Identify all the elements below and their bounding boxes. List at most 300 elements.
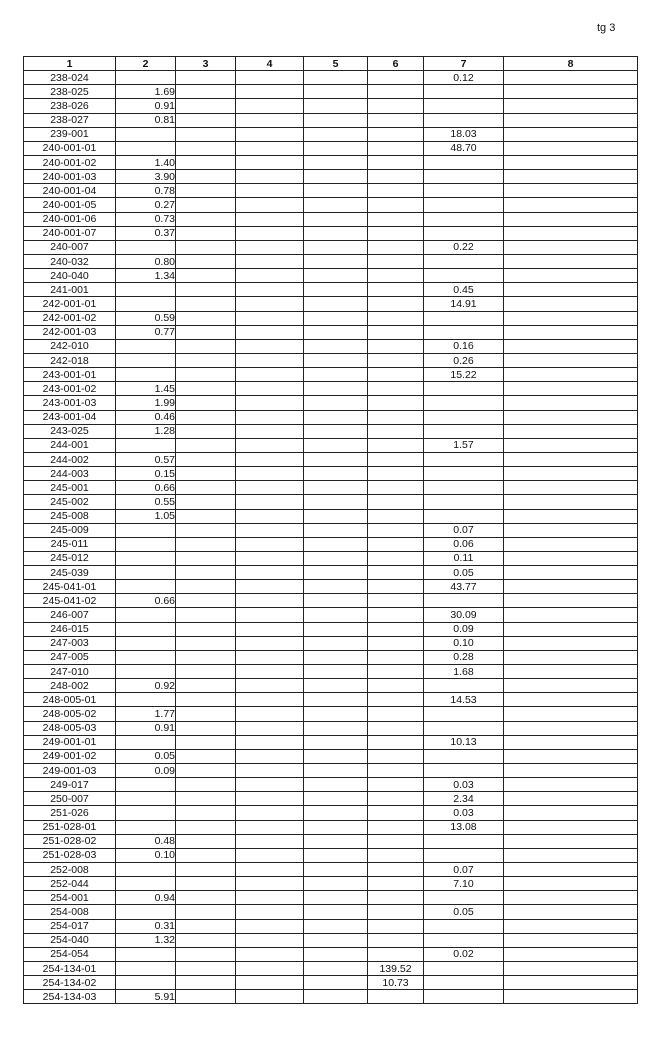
column-header: 1 bbox=[24, 57, 116, 71]
cell-code: 240-001-04 bbox=[24, 184, 116, 198]
cell-col-8 bbox=[504, 353, 638, 367]
cell-col-4 bbox=[236, 608, 304, 622]
cell-col-7: 15.22 bbox=[424, 368, 504, 382]
cell-col-7 bbox=[424, 410, 504, 424]
cell-col-7 bbox=[424, 721, 504, 735]
table-row bbox=[24, 212, 638, 226]
cell-col-2: 0.48 bbox=[116, 834, 176, 848]
cell-col-4 bbox=[236, 693, 304, 707]
table-row bbox=[24, 297, 638, 311]
cell-col-5 bbox=[304, 933, 368, 947]
cell-col-4 bbox=[236, 226, 304, 240]
cell-col-3 bbox=[176, 226, 236, 240]
cell-col-4 bbox=[236, 707, 304, 721]
cell-col-2 bbox=[116, 877, 176, 891]
cell-col-8 bbox=[504, 523, 638, 537]
cell-col-7 bbox=[424, 424, 504, 438]
cell-col-4 bbox=[236, 976, 304, 990]
cell-col-4 bbox=[236, 523, 304, 537]
cell-col-7: 30.09 bbox=[424, 608, 504, 622]
cell-col-3 bbox=[176, 806, 236, 820]
cell-col-4 bbox=[236, 863, 304, 877]
cell-col-6 bbox=[368, 863, 424, 877]
cell-code: 243-001-03 bbox=[24, 396, 116, 410]
table-row bbox=[24, 990, 638, 1004]
cell-code: 254-040 bbox=[24, 933, 116, 947]
cell-col-3 bbox=[176, 198, 236, 212]
cell-col-5 bbox=[304, 325, 368, 339]
cell-col-4 bbox=[236, 353, 304, 367]
table-row bbox=[24, 311, 638, 325]
cell-col-3 bbox=[176, 693, 236, 707]
cell-col-8 bbox=[504, 551, 638, 565]
cell-col-8 bbox=[504, 580, 638, 594]
cell-col-8 bbox=[504, 919, 638, 933]
cell-code: 243-001-02 bbox=[24, 382, 116, 396]
table-row bbox=[24, 877, 638, 891]
cell-col-3 bbox=[176, 99, 236, 113]
cell-code: 251-026 bbox=[24, 806, 116, 820]
table-row bbox=[24, 269, 638, 283]
cell-col-5 bbox=[304, 495, 368, 509]
cell-col-2 bbox=[116, 240, 176, 254]
cell-code: 252-044 bbox=[24, 877, 116, 891]
cell-col-7 bbox=[424, 594, 504, 608]
cell-col-3 bbox=[176, 990, 236, 1004]
cell-col-3 bbox=[176, 947, 236, 961]
cell-col-6 bbox=[368, 226, 424, 240]
table-row bbox=[24, 778, 638, 792]
cell-col-2: 1.40 bbox=[116, 155, 176, 169]
cell-col-6 bbox=[368, 198, 424, 212]
cell-col-5 bbox=[304, 254, 368, 268]
cell-col-7 bbox=[424, 198, 504, 212]
cell-col-4 bbox=[236, 990, 304, 1004]
cell-col-8 bbox=[504, 396, 638, 410]
cell-col-5 bbox=[304, 396, 368, 410]
cell-col-5 bbox=[304, 339, 368, 353]
cell-col-5 bbox=[304, 537, 368, 551]
cell-col-7: 0.09 bbox=[424, 622, 504, 636]
cell-code: 254-054 bbox=[24, 947, 116, 961]
cell-col-7: 0.07 bbox=[424, 523, 504, 537]
table-row bbox=[24, 594, 638, 608]
cell-col-5 bbox=[304, 891, 368, 905]
cell-col-6 bbox=[368, 127, 424, 141]
cell-col-5 bbox=[304, 240, 368, 254]
cell-code: 248-005-01 bbox=[24, 693, 116, 707]
cell-col-2 bbox=[116, 976, 176, 990]
cell-col-8 bbox=[504, 481, 638, 495]
cell-col-3 bbox=[176, 481, 236, 495]
cell-col-6 bbox=[368, 382, 424, 396]
cell-col-5 bbox=[304, 594, 368, 608]
cell-col-7: 1.68 bbox=[424, 665, 504, 679]
table-row bbox=[24, 85, 638, 99]
cell-col-5 bbox=[304, 212, 368, 226]
cell-col-4 bbox=[236, 495, 304, 509]
cell-col-3 bbox=[176, 254, 236, 268]
cell-col-5 bbox=[304, 71, 368, 85]
cell-col-5 bbox=[304, 792, 368, 806]
cell-col-8 bbox=[504, 820, 638, 834]
cell-col-5 bbox=[304, 834, 368, 848]
cell-col-2: 0.15 bbox=[116, 467, 176, 481]
cell-col-5 bbox=[304, 905, 368, 919]
cell-code: 249-017 bbox=[24, 778, 116, 792]
cell-code: 245-041-02 bbox=[24, 594, 116, 608]
cell-col-4 bbox=[236, 919, 304, 933]
cell-col-8 bbox=[504, 792, 638, 806]
cell-col-7 bbox=[424, 481, 504, 495]
cell-col-7: 2.34 bbox=[424, 792, 504, 806]
cell-col-6 bbox=[368, 891, 424, 905]
cell-col-5 bbox=[304, 226, 368, 240]
cell-col-4 bbox=[236, 947, 304, 961]
cell-col-6 bbox=[368, 608, 424, 622]
cell-col-6 bbox=[368, 339, 424, 353]
cell-col-5 bbox=[304, 877, 368, 891]
cell-col-4 bbox=[236, 452, 304, 466]
cell-col-3 bbox=[176, 792, 236, 806]
cell-code: 245-041-01 bbox=[24, 580, 116, 594]
cell-col-4 bbox=[236, 636, 304, 650]
table-row bbox=[24, 834, 638, 848]
table-row bbox=[24, 509, 638, 523]
cell-col-5 bbox=[304, 297, 368, 311]
cell-col-3 bbox=[176, 71, 236, 85]
table-row bbox=[24, 919, 638, 933]
cell-col-8 bbox=[504, 566, 638, 580]
cell-code: 240-007 bbox=[24, 240, 116, 254]
cell-col-2: 1.77 bbox=[116, 707, 176, 721]
cell-col-7 bbox=[424, 919, 504, 933]
table-row bbox=[24, 170, 638, 184]
cell-code: 239-001 bbox=[24, 127, 116, 141]
table-row bbox=[24, 410, 638, 424]
cell-col-8 bbox=[504, 806, 638, 820]
cell-col-6 bbox=[368, 679, 424, 693]
cell-col-2: 0.66 bbox=[116, 481, 176, 495]
cell-col-7: 0.28 bbox=[424, 650, 504, 664]
cell-col-7: 7.10 bbox=[424, 877, 504, 891]
cell-col-8 bbox=[504, 947, 638, 961]
cell-col-3 bbox=[176, 580, 236, 594]
cell-col-3 bbox=[176, 170, 236, 184]
cell-col-3 bbox=[176, 297, 236, 311]
cell-col-2: 5.91 bbox=[116, 990, 176, 1004]
cell-col-6 bbox=[368, 665, 424, 679]
table-row bbox=[24, 665, 638, 679]
cell-col-6 bbox=[368, 240, 424, 254]
cell-col-2 bbox=[116, 353, 176, 367]
cell-col-6 bbox=[368, 184, 424, 198]
cell-col-2: 0.10 bbox=[116, 848, 176, 862]
cell-col-3 bbox=[176, 551, 236, 565]
table-row bbox=[24, 806, 638, 820]
cell-col-2: 3.90 bbox=[116, 170, 176, 184]
cell-col-3 bbox=[176, 877, 236, 891]
cell-code: 244-003 bbox=[24, 467, 116, 481]
cell-col-8 bbox=[504, 679, 638, 693]
cell-col-3 bbox=[176, 566, 236, 580]
cell-col-8 bbox=[504, 933, 638, 947]
cell-col-6 bbox=[368, 170, 424, 184]
cell-col-4 bbox=[236, 184, 304, 198]
cell-col-6 bbox=[368, 325, 424, 339]
cell-code: 245-011 bbox=[24, 537, 116, 551]
cell-col-5 bbox=[304, 707, 368, 721]
cell-col-6 bbox=[368, 551, 424, 565]
cell-col-5 bbox=[304, 848, 368, 862]
cell-col-6 bbox=[368, 283, 424, 297]
cell-col-6 bbox=[368, 269, 424, 283]
cell-code: 252-008 bbox=[24, 863, 116, 877]
cell-col-5 bbox=[304, 467, 368, 481]
cell-col-6 bbox=[368, 622, 424, 636]
cell-col-4 bbox=[236, 509, 304, 523]
cell-code: 240-032 bbox=[24, 254, 116, 268]
cell-code: 249-001-02 bbox=[24, 749, 116, 763]
cell-col-6: 139.52 bbox=[368, 962, 424, 976]
cell-col-8 bbox=[504, 127, 638, 141]
cell-code: 240-001-02 bbox=[24, 155, 116, 169]
cell-col-8 bbox=[504, 424, 638, 438]
cell-col-2 bbox=[116, 297, 176, 311]
cell-col-8 bbox=[504, 990, 638, 1004]
cell-col-6 bbox=[368, 396, 424, 410]
cell-code: 242-010 bbox=[24, 339, 116, 353]
cell-col-7 bbox=[424, 226, 504, 240]
cell-col-3 bbox=[176, 141, 236, 155]
table-row bbox=[24, 127, 638, 141]
cell-col-7 bbox=[424, 382, 504, 396]
cell-col-3 bbox=[176, 127, 236, 141]
cell-col-2 bbox=[116, 792, 176, 806]
cell-code: 242-001-03 bbox=[24, 325, 116, 339]
cell-col-3 bbox=[176, 155, 236, 169]
cell-col-6 bbox=[368, 155, 424, 169]
cell-col-6 bbox=[368, 85, 424, 99]
cell-col-7 bbox=[424, 933, 504, 947]
cell-col-8 bbox=[504, 778, 638, 792]
cell-col-2 bbox=[116, 368, 176, 382]
cell-col-6 bbox=[368, 580, 424, 594]
cell-col-6 bbox=[368, 71, 424, 85]
cell-col-6 bbox=[368, 113, 424, 127]
cell-col-2 bbox=[116, 650, 176, 664]
cell-col-4 bbox=[236, 650, 304, 664]
cell-code: 254-134-01 bbox=[24, 962, 116, 976]
cell-col-2: 0.55 bbox=[116, 495, 176, 509]
table-row bbox=[24, 749, 638, 763]
cell-col-8 bbox=[504, 665, 638, 679]
table-row bbox=[24, 707, 638, 721]
cell-col-7 bbox=[424, 254, 504, 268]
cell-col-8 bbox=[504, 85, 638, 99]
cell-col-6 bbox=[368, 481, 424, 495]
cell-col-6 bbox=[368, 990, 424, 1004]
cell-col-8 bbox=[504, 311, 638, 325]
cell-col-3 bbox=[176, 269, 236, 283]
table-row bbox=[24, 537, 638, 551]
cell-col-5 bbox=[304, 269, 368, 283]
cell-col-4 bbox=[236, 749, 304, 763]
cell-col-3 bbox=[176, 919, 236, 933]
cell-col-4 bbox=[236, 764, 304, 778]
cell-col-4 bbox=[236, 424, 304, 438]
cell-col-2 bbox=[116, 580, 176, 594]
cell-col-5 bbox=[304, 580, 368, 594]
cell-col-5 bbox=[304, 353, 368, 367]
cell-col-5 bbox=[304, 735, 368, 749]
cell-col-8 bbox=[504, 976, 638, 990]
cell-col-6 bbox=[368, 721, 424, 735]
cell-col-3 bbox=[176, 820, 236, 834]
cell-col-7: 0.45 bbox=[424, 283, 504, 297]
cell-col-3 bbox=[176, 608, 236, 622]
cell-col-3 bbox=[176, 863, 236, 877]
cell-col-4 bbox=[236, 834, 304, 848]
cell-col-4 bbox=[236, 85, 304, 99]
cell-col-2: 1.28 bbox=[116, 424, 176, 438]
cell-col-6 bbox=[368, 933, 424, 947]
cell-col-6 bbox=[368, 919, 424, 933]
table-row bbox=[24, 141, 638, 155]
cell-col-3 bbox=[176, 735, 236, 749]
cell-col-3 bbox=[176, 184, 236, 198]
cell-col-4 bbox=[236, 155, 304, 169]
cell-col-5 bbox=[304, 141, 368, 155]
table-row bbox=[24, 424, 638, 438]
cell-col-5 bbox=[304, 170, 368, 184]
cell-col-6 bbox=[368, 820, 424, 834]
cell-col-3 bbox=[176, 764, 236, 778]
cell-col-2 bbox=[116, 962, 176, 976]
cell-code: 251-028-02 bbox=[24, 834, 116, 848]
cell-col-7: 43.77 bbox=[424, 580, 504, 594]
cell-col-4 bbox=[236, 806, 304, 820]
cell-col-3 bbox=[176, 240, 236, 254]
cell-col-4 bbox=[236, 481, 304, 495]
cell-col-8 bbox=[504, 735, 638, 749]
cell-col-7: 0.26 bbox=[424, 353, 504, 367]
cell-col-2 bbox=[116, 438, 176, 452]
cell-col-5 bbox=[304, 566, 368, 580]
cell-col-2: 0.37 bbox=[116, 226, 176, 240]
cell-col-4 bbox=[236, 311, 304, 325]
cell-col-5 bbox=[304, 523, 368, 537]
cell-col-7 bbox=[424, 452, 504, 466]
column-header: 3 bbox=[176, 57, 236, 71]
cell-code: 245-002 bbox=[24, 495, 116, 509]
cell-col-6 bbox=[368, 141, 424, 155]
cell-col-6 bbox=[368, 834, 424, 848]
cell-col-5 bbox=[304, 976, 368, 990]
cell-col-8 bbox=[504, 325, 638, 339]
cell-col-2: 1.99 bbox=[116, 396, 176, 410]
cell-col-6 bbox=[368, 438, 424, 452]
table-row bbox=[24, 636, 638, 650]
cell-col-6 bbox=[368, 410, 424, 424]
cell-col-8 bbox=[504, 962, 638, 976]
table-row bbox=[24, 650, 638, 664]
cell-code: 254-134-03 bbox=[24, 990, 116, 1004]
cell-col-3 bbox=[176, 495, 236, 509]
cell-col-8 bbox=[504, 594, 638, 608]
table-row bbox=[24, 523, 638, 537]
cell-col-3 bbox=[176, 283, 236, 297]
cell-col-2 bbox=[116, 551, 176, 565]
cell-col-8 bbox=[504, 863, 638, 877]
table-row bbox=[24, 99, 638, 113]
table-row bbox=[24, 184, 638, 198]
table-row bbox=[24, 481, 638, 495]
table-row bbox=[24, 848, 638, 862]
cell-col-7: 18.03 bbox=[424, 127, 504, 141]
cell-col-6 bbox=[368, 467, 424, 481]
table-row bbox=[24, 693, 638, 707]
cell-col-2 bbox=[116, 863, 176, 877]
ledger-table bbox=[23, 56, 638, 1004]
cell-col-2: 0.78 bbox=[116, 184, 176, 198]
cell-col-8 bbox=[504, 693, 638, 707]
cell-col-5 bbox=[304, 184, 368, 198]
cell-col-6 bbox=[368, 424, 424, 438]
cell-col-7 bbox=[424, 155, 504, 169]
cell-col-2: 0.77 bbox=[116, 325, 176, 339]
table-row bbox=[24, 792, 638, 806]
cell-col-8 bbox=[504, 212, 638, 226]
cell-col-5 bbox=[304, 749, 368, 763]
cell-col-4 bbox=[236, 905, 304, 919]
cell-col-2 bbox=[116, 665, 176, 679]
cell-code: 244-002 bbox=[24, 452, 116, 466]
cell-col-5 bbox=[304, 679, 368, 693]
cell-col-3 bbox=[176, 452, 236, 466]
cell-col-8 bbox=[504, 905, 638, 919]
cell-col-2: 0.27 bbox=[116, 198, 176, 212]
cell-col-7: 0.05 bbox=[424, 566, 504, 580]
cell-col-2: 0.81 bbox=[116, 113, 176, 127]
cell-col-8 bbox=[504, 495, 638, 509]
cell-col-4 bbox=[236, 891, 304, 905]
table-row bbox=[24, 113, 638, 127]
cell-code: 245-012 bbox=[24, 551, 116, 565]
cell-col-7 bbox=[424, 976, 504, 990]
cell-col-5 bbox=[304, 382, 368, 396]
cell-col-5 bbox=[304, 636, 368, 650]
cell-code: 248-002 bbox=[24, 679, 116, 693]
cell-col-6 bbox=[368, 806, 424, 820]
cell-col-3 bbox=[176, 85, 236, 99]
cell-code: 245-009 bbox=[24, 523, 116, 537]
cell-col-3 bbox=[176, 976, 236, 990]
cell-col-5 bbox=[304, 113, 368, 127]
table-row bbox=[24, 467, 638, 481]
cell-col-4 bbox=[236, 127, 304, 141]
cell-col-4 bbox=[236, 467, 304, 481]
cell-col-8 bbox=[504, 891, 638, 905]
cell-col-5 bbox=[304, 311, 368, 325]
cell-col-3 bbox=[176, 905, 236, 919]
cell-col-5 bbox=[304, 820, 368, 834]
cell-col-4 bbox=[236, 580, 304, 594]
cell-col-8 bbox=[504, 113, 638, 127]
cell-col-3 bbox=[176, 382, 236, 396]
cell-col-6 bbox=[368, 636, 424, 650]
cell-code: 240-001-05 bbox=[24, 198, 116, 212]
